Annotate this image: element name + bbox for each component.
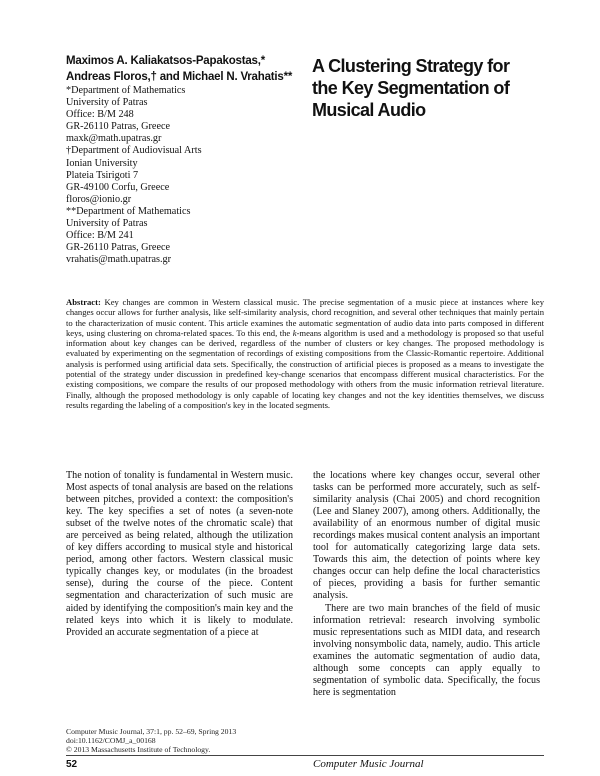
publication-footnote	[66, 727, 293, 755]
journal-name: Computer Music Journal	[313, 758, 424, 770]
title-line-3: Musical Audio	[312, 100, 426, 120]
body-paragraph: the locations where key changes occur, several other tasks can be performed more accurately, such as self-similarity analysis (Chai 2005) and chord recognition (Lee and Slaney 2007), among others. Additionally, the availability of an enormous number of digital music recordings makes musical content analysis an important tool for automatically categorizing large data sets. Towards this aim, the detection of points where key changes occur can help define the local characteristics of pieces, providing a basis for further semantic analysis.	[313, 470, 540, 602]
author-line-2: Andreas Floros,† and Michael N. Vrahatis**	[66, 71, 293, 83]
author-names	[66, 53, 316, 85]
affiliation-line: Office: B/M 241	[66, 230, 134, 242]
affiliation-line: Office: B/M 248	[66, 109, 134, 121]
footnote-copyright: © 2013 Massachusetts Institute of Technology.	[66, 745, 211, 755]
article-title	[312, 55, 562, 121]
footnote-doi[interactable]: doi:10.1162/COMJ_a_00168	[66, 736, 156, 746]
title-line-1: A Clustering Strategy for	[312, 56, 510, 76]
affiliation-line: Ionian University	[66, 157, 138, 169]
affiliation-email[interactable]: maxk@math.upatras.gr	[66, 133, 162, 145]
title-line-2: the Key Segmentation of	[312, 78, 510, 98]
affiliation-line: GR-26110 Patras, Greece	[66, 121, 171, 133]
abstract-label: Abstract:	[66, 297, 101, 307]
affiliation-line: University of Patras	[66, 97, 148, 109]
author-line-1: Maximos A. Kaliakatsos-Papakostas,*	[66, 55, 266, 67]
affiliation-line: **Department of Mathematics	[66, 205, 191, 217]
body-paragraph: The notion of tonality is fundamental in Western music. Most aspects of tonal analysis are based on the relations between pitches, provided a context: the composition's key. The key specifies a set of notes (a seven-note subset of the twelve notes of the chromatic scale) that are perceived as being related, although the utilization of key differs according to musical style and historical period, among other factors. Western classical music typically changes key, or modulates (in the broadest sense), during the course of the piece. Content segmentation and characterization of such music are aided by identifying the composition's main key and the related keys into which it is likely to modulate. Provided an accurate segmentation of a piece at	[66, 470, 293, 638]
abstract	[66, 297, 544, 410]
affiliation-line: †Department of Audiovisual Arts	[66, 145, 202, 157]
affiliation-line: University of Patras	[66, 218, 148, 230]
affiliations	[66, 85, 316, 266]
affiliation-email[interactable]: floros@ionio.gr	[66, 193, 132, 205]
abstract-text-2: -means algorithm is used and a methodology is proposed so that useful information about key changes can be derived, regardless of the number of clusters or key changes. The proposed methodology is evaluated by experimenting on the segmentation of recordings of existing compositions from the Classic-Romantic repertoire. Additional analysis is performed using artificial data sets. Specifically, the construction of artificial pieces is proposed as a means to investigate the potential of the strategy under discussion in predefined key-change scenarios that encompass different musical characteristics. For the existing compositions, we compare the results of our proposed methodology with others from the music information retrieval literature. Finally, although the proposed methodology is only capable of locating key changes and not the key identities themselves, we discuss results regarding the labeling of a composition's key in the located segments.	[66, 327, 544, 410]
abstract-text-1: Key changes are common in Western classical music. The precise segmentation of a music piece at instances where key changes occur allows for further analysis, like self-similarity analysis, chord recognition, and several other techniques that mainly pertain to the characterization of music content. This article examines the automatic segmentation of audio data into parts composed in different keys, using clustering on chroma-related spaces. To this end, the	[66, 297, 544, 338]
footer-divider	[66, 755, 544, 756]
abstract-k-italic: k	[292, 327, 297, 338]
author-block	[66, 53, 316, 266]
body-column-right	[313, 470, 540, 699]
body-paragraph: There are two main branches of the field of music information retrieval: research involving symbolic music representations such as MIDI data, and research involving nonsymbolic data, namely, audio. This article examines the automatic segmentation of audio data, although some concepts can apply equally to segmentation of symbolic data. Specifically, the focus here is segmentation	[313, 602, 540, 698]
affiliation-line: *Department of Mathematics	[66, 85, 186, 96]
affiliation-line: GR-49100 Corfu, Greece	[66, 181, 170, 193]
page-number: 52	[66, 759, 78, 770]
footnote-citation: Computer Music Journal, 37:1, pp. 52–69, Spring 2013	[66, 727, 237, 736]
body-column-left	[66, 470, 293, 639]
affiliation-line: GR-26110 Patras, Greece	[66, 242, 171, 254]
affiliation-line: Plateia Tsirigoti 7	[66, 169, 139, 181]
affiliation-email[interactable]: vrahatis@math.upatras.gr	[66, 254, 171, 266]
